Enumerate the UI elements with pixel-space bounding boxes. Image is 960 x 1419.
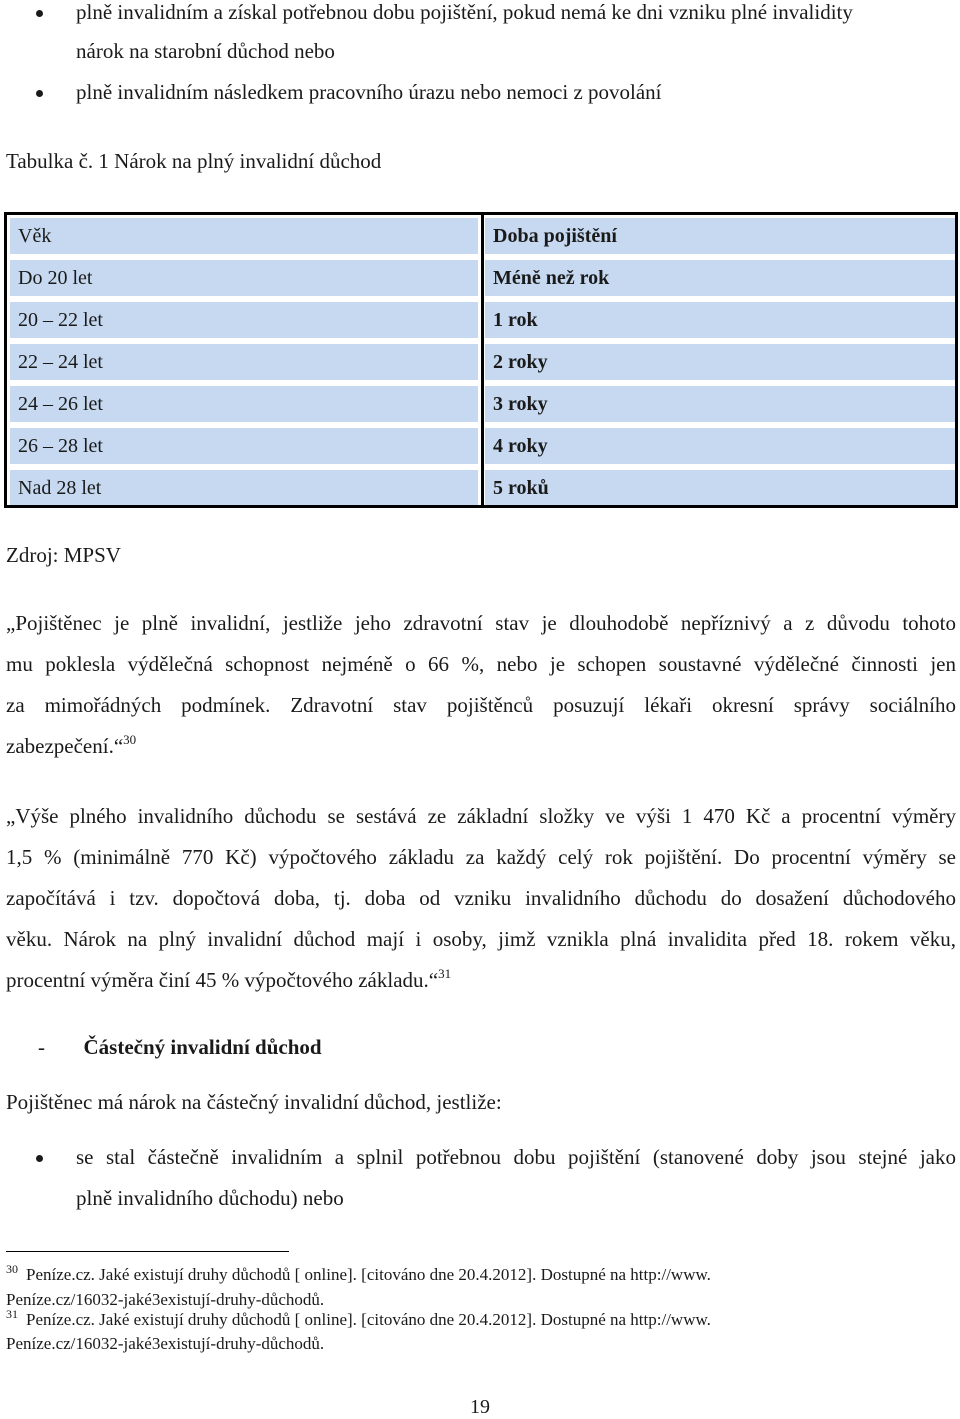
- bullet-icon: [36, 10, 43, 17]
- bullet-line: plně invalidním a získal potřebnou dobu pojištění, pokud nemá ke dni vzniku plné invalidity: [76, 0, 853, 24]
- table-cell-age: 22 – 24 let: [10, 344, 478, 380]
- insurance-table: [4, 212, 958, 508]
- footnote-number: 31: [6, 1307, 18, 1321]
- table-caption: Tabulka č. 1 Nárok na plný invalidní důchod: [6, 149, 382, 173]
- paragraph-text: zabezpečení.“: [6, 734, 124, 758]
- paragraph-line: věku. Nárok na plný invalidní důchod mají i osoby, jimž vznikla plná invalidita před 18. rokem věku,: [6, 927, 956, 951]
- heading-title: Částečný invalidní důchod: [83, 1035, 322, 1059]
- bullet-line: plně invalidního důchodu) nebo: [76, 1186, 344, 1210]
- paragraph-text: procentní výměra činí 45 % výpočtového základu.“: [6, 968, 439, 992]
- bullet-line: se stal částečně invalidním a splnil potřebnou dobu pojištění (stanovené doby jsou stejné jako: [76, 1145, 956, 1169]
- footnote-continuation: Peníze.cz/16032-jaké3existují-druhy-důchodů.: [6, 1334, 325, 1353]
- bullet-icon: [36, 1155, 43, 1162]
- paragraph-line: 1,5 % (minimálně 770 Kč) výpočtového základu za každý celý rok pojištění. Do procentní výměry se: [6, 845, 956, 869]
- table-cell-age: Nad 28 let: [10, 470, 478, 505]
- table-divider: [481, 215, 484, 505]
- paragraph-line: „Výše plného invalidního důchodu se sestává ze základní složky ve výši 1 470 Kč a procentní výměry: [6, 804, 956, 828]
- table-cell-age: Do 20 let: [10, 260, 478, 296]
- table-cell-duration: 3 roky: [485, 386, 955, 422]
- footnote-text: Peníze.cz. Jaké existují druhy důchodů [ online]. [citováno dne 20.4.2012]. Dostupné na http://www.: [26, 1265, 711, 1284]
- footnote-continuation: Peníze.cz/16032-jaké3existují-druhy-důchodů.: [6, 1290, 325, 1309]
- footnote-separator: [6, 1251, 289, 1252]
- paragraph-line: [6, 968, 451, 993]
- paragraph-line: započítává i tzv. dopočtová doba, tj. doba od vzniku invalidního důchodu do dosažení důchodového: [6, 886, 956, 910]
- section-heading: [38, 1035, 322, 1060]
- intro-text: Pojištěnec má nárok na částečný invalidní důchod, jestliže:: [6, 1090, 502, 1114]
- footnote: [6, 1262, 711, 1285]
- paragraph-line: mu poklesla výdělečná schopnost nejméně o 66 %, nebo je schopen soustavné výdělečné činnosti jen: [6, 652, 956, 676]
- table-header-duration: Doba pojištění: [485, 218, 955, 254]
- paragraph-line: [6, 734, 136, 759]
- footnote-text: Peníze.cz. Jaké existují druhy důchodů [ online]. [citováno dne 20.4.2012]. Dostupné na http://www.: [26, 1310, 711, 1329]
- footnote-ref: 30: [123, 732, 137, 747]
- table-cell-duration: 4 roky: [485, 428, 955, 464]
- page-number: 19: [470, 1396, 490, 1418]
- paragraph-line: „Pojištěnec je plně invalidní, jestliže jeho zdravotní stav je dlouhodobě nepříznivý a z důvodu tohoto: [6, 611, 956, 635]
- footnote-number: 30: [6, 1262, 18, 1276]
- heading-dash: -: [38, 1035, 45, 1059]
- table-cell-duration: 2 roky: [485, 344, 955, 380]
- table-cell-duration: 5 roků: [485, 470, 955, 505]
- footnote: [6, 1307, 711, 1330]
- bullet-line: plně invalidním následkem pracovního úrazu nebo nemoci z povolání: [76, 80, 662, 104]
- table-header-age: Věk: [10, 218, 478, 254]
- bullet-line: nárok na starobní důchod nebo: [76, 39, 335, 63]
- table-cell-duration: 1 rok: [485, 302, 955, 338]
- table-cell-duration: Méně než rok: [485, 260, 955, 296]
- table-cell-age: 24 – 26 let: [10, 386, 478, 422]
- table-source: Zdroj: MPSV: [6, 543, 121, 567]
- table-cell-age: 26 – 28 let: [10, 428, 478, 464]
- bullet-icon: [36, 90, 43, 97]
- table-cell-age: 20 – 22 let: [10, 302, 478, 338]
- paragraph-line: za mimořádných podmínek. Zdravotní stav pojištěnců posuzují lékaři okresní správy sociálního: [6, 693, 956, 717]
- footnote-ref: 31: [438, 966, 452, 981]
